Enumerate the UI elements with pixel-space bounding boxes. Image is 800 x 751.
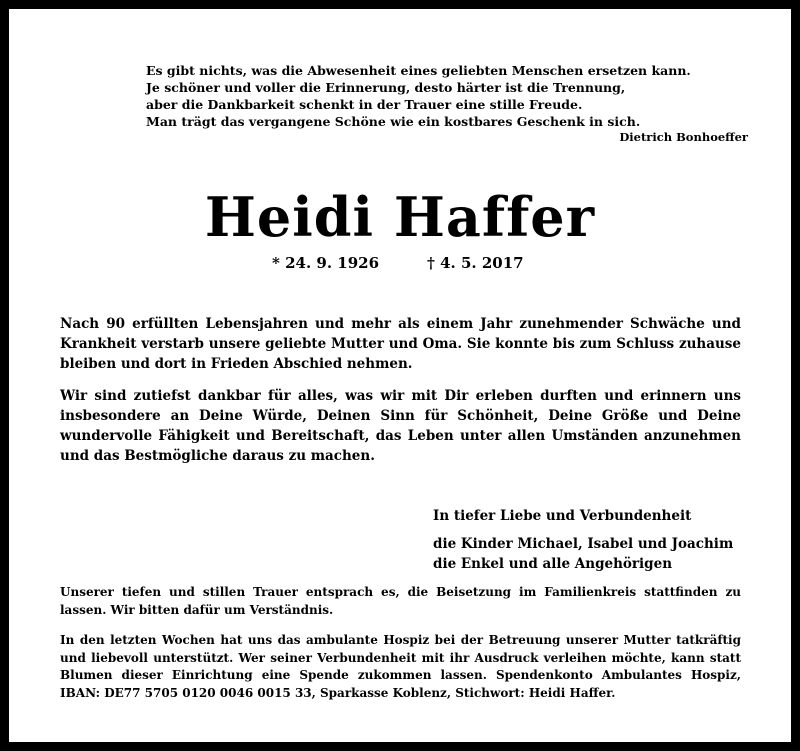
death-date: † 4. 5. 2017 [427, 254, 524, 272]
quote-block [146, 62, 691, 130]
signature-closing: In tiefer Liebe und Verbundenheit [433, 508, 692, 524]
paragraph-life: Nach 90 erfüllten Lebensjahren und mehr als einem Jahr zunehmender Schwäche und Krankheit verstarb unsere geliebte Mutter und Oma. Sie konnte bis zum Schluss zuhause bleiben und dort in Frieden Abschied nehmen. [60, 316, 741, 372]
quote-author: Dietrich Bonhoeffer [619, 130, 748, 144]
signature-relatives: die Enkel und alle Angehörigen [433, 556, 673, 572]
signature-family [433, 534, 733, 574]
quote-line: aber die Dankbarkeit schenkt in der Trauer eine stille Freude. [146, 97, 583, 112]
quote-line: Es gibt nichts, was die Abwesenheit eines geliebten Menschen ersetzen kann. [146, 63, 691, 78]
quote-line: Man trägt das vergangene Schöne wie ein kostbares Geschenk in sich. [146, 114, 641, 129]
deceased-name: Heidi Haffer [204, 185, 596, 249]
note-burial: Unserer tiefen und stillen Trauer entsprach es, die Beisetzung im Familienkreis stattfinden zu lassen. Wir bitten dafür um Verständnis. [60, 585, 741, 617]
birth-date: * 24. 9. 1926 [272, 254, 380, 272]
note-donation: In den letzten Wochen hat uns das ambulante Hospiz bei der Betreuung unserer Mutter tatkräftig und liebevoll unterstützt. Wer seiner Verbundenheit mit ihr Ausdruck verleihen möchte, kann statt Blumen dieser Einrichtung eine Spende zukommen lassen. Spendenkonto Ambulantes Hospiz, IBAN: DE77 5705 0120 0046 0015 33, Sparkasse Koblenz, Stichwort: Heidi Haffer. [60, 633, 741, 700]
signature-children: die Kinder Michael, Isabel und Joachim [433, 536, 734, 552]
quote-line: Je schöner und voller die Erinnerung, desto härter ist die Trennung, [146, 80, 626, 95]
paragraph-gratitude: Wir sind zutiefst dankbar für alles, was wir mit Dir erleben durften und erinnern uns insbesondere an Deine Würde, Deinen Sinn für Schönheit, Deine Größe und Deine wundervolle Fähigkeit und Bereitschaft, das Leben unter allen Umständen anzunehmen und das Bestmögliche daraus zu machen. [60, 388, 741, 464]
